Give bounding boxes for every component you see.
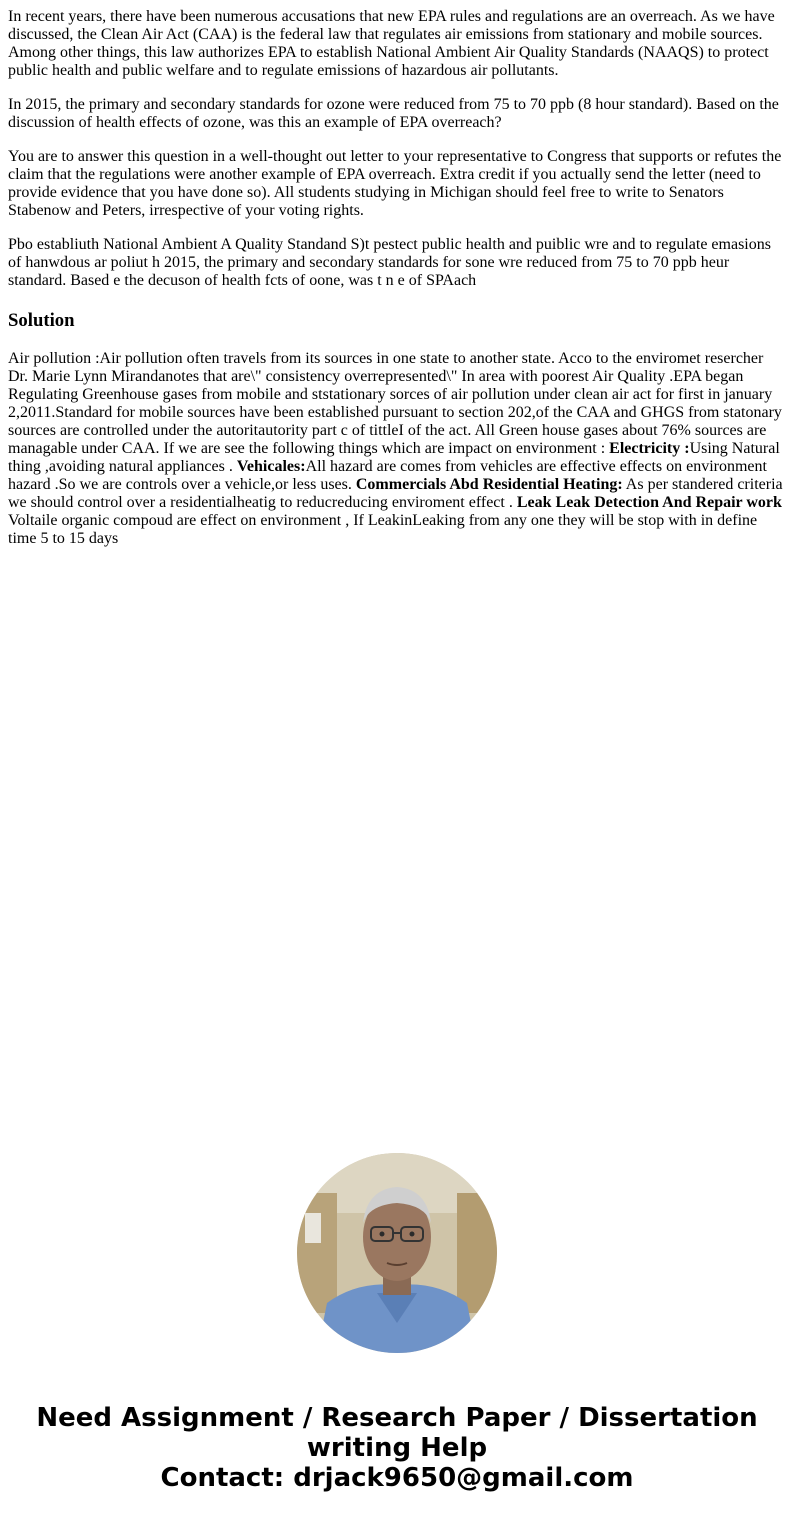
ad-line-2: writing Help <box>306 1433 488 1463</box>
heating-text: As per standered criteria we should control over a residentialheatig to reducreducing enviroment effect . <box>8 476 783 511</box>
tutor-avatar <box>297 1153 497 1353</box>
leak-text: Voltaile organic compoud are effect on environment , If LeakinLeaking from any one they will be stop with in define time 5 to 15 days <box>8 512 758 547</box>
ad-line-1: Need Assignment / Research Paper / Dissertation <box>36 1403 758 1433</box>
question-paragraph-1: In recent years, there have been numerous accusations that new EPA rules and regulations are an overreach. As we have discussed, the Clean Air Act (CAA) is the federal law that regulates air emissions from stationary and mobile sources. Among other things, this law authorizes EPA to establish National Ambient Air Quality Standards (NAAQS) to protect public health and public welfare and to regulate emissions of hazardous air pollutants. <box>8 8 775 79</box>
solution-answer <box>8 350 786 548</box>
question-paragraph-4: Pbo establiuth National Ambient A Quality Standand S)t pestect public health and puiblic wre and to regulate emasions of hanwdous ar poliut h 2015, the primary and secondary standards for sone wre reduced from 75 to 70 ppb heur standard. Based e the decuson of health fcts of oone, was t n e of SPAach <box>8 236 771 289</box>
question-paragraph-2: In 2015, the primary and secondary standards for ozone were reduced from 75 to 70 ppb (8 hour standard). Based on the discussion of health effects of ozone, was this an example of EPA overreach? <box>8 96 779 131</box>
ad-contact-line: Contact: drjack9650@gmail.com <box>160 1463 634 1493</box>
advertisement-banner <box>0 1403 794 1493</box>
electricity-label: Electricity : <box>609 440 690 457</box>
heating-label: Commercials Abd Residential Heating: <box>355 476 623 493</box>
solution-heading: Solution <box>8 310 75 331</box>
electricity-text: Using Natural thing ,avoiding natural appliances . <box>8 440 780 475</box>
tutor-photo <box>297 1153 497 1353</box>
leak-label: Leak Leak Detection And Repair work <box>516 494 782 511</box>
question-paragraph-3: You are to answer this question in a well-thought out letter to your representative to Congress that supports or refutes the claim that the regulations were another example of EPA overreach. Extra credit if you actually send the letter (need to provide evidence that you have done so). All students studying in Michigan should feel free to write to Senators Stabenow and Peters, irrespective of your voting rights. <box>8 148 782 219</box>
document-body <box>0 0 794 548</box>
answer-intro: Air pollution :Air pollution often travels from its sources in one state to another state. Acco to the enviromet resercher Dr. Marie Lynn Mirandanotes that are\" consistency overrepresented\" In area with poorest Air Quality .EPA began Regulating Greenhouse gases from mobile and ststationary sorces of air pollution under clean air act for first in january 2,2011.Standard for mobile sources have been established pursuant to section 202,of the CAA and GHGS from statonary sources are controlled under the autoritautority part c of tittleI of the act. All Green house gases about 76% sources are managable under CAA. If we are see the following things which are impact on environment : <box>8 350 782 457</box>
vehicles-label: Vehicales: <box>236 458 306 475</box>
vehicles-text: All hazard are comes from vehicles are effective effects on environment hazard .So we are controls over a vehicle,or less uses. <box>8 458 767 493</box>
